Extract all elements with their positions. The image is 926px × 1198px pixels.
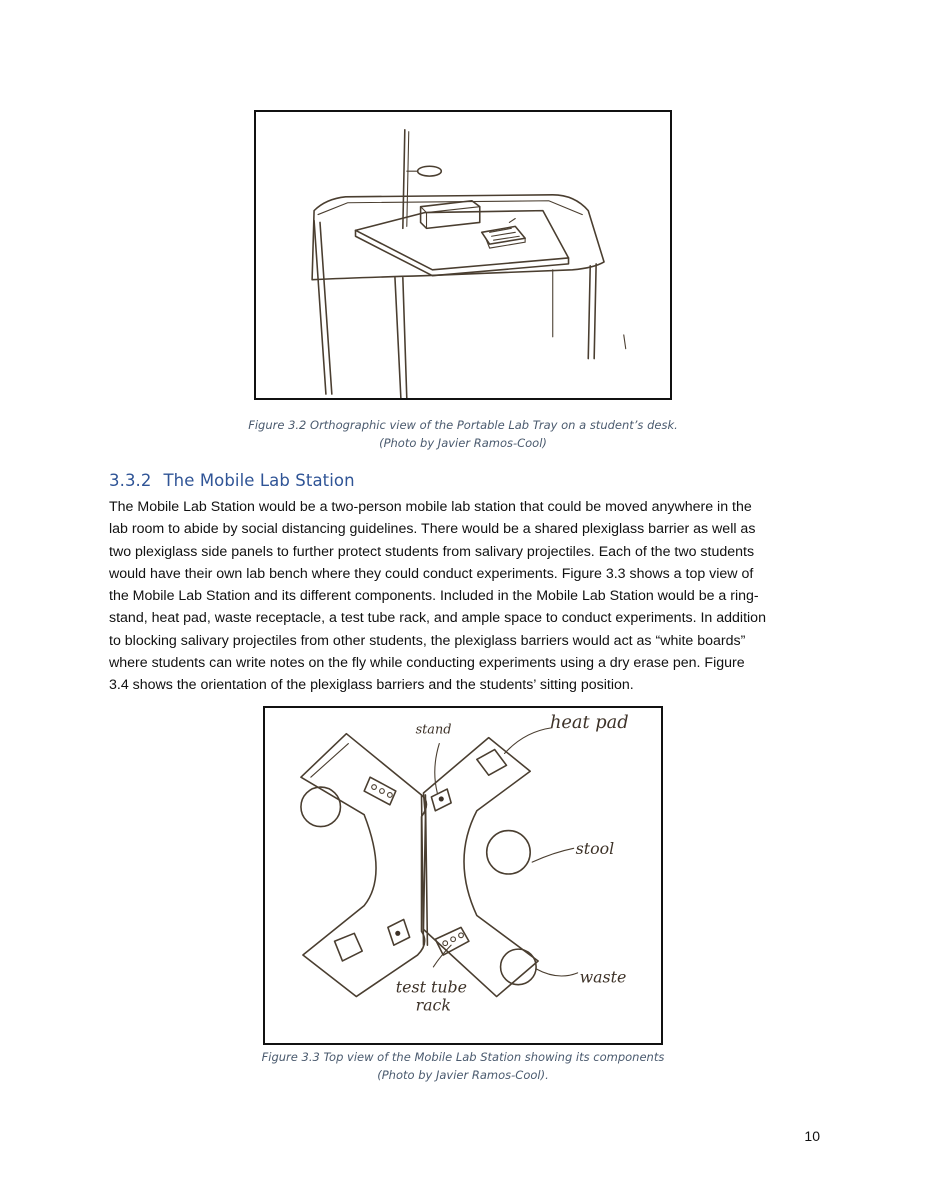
label-stand: stand [415,722,452,738]
figure-portable-lab-tray-sketch [254,110,672,400]
figure-mobile-lab-station-sketch [263,706,663,1045]
label-stool: stool [575,839,615,859]
paragraph-line: lab room to abide by social distancing guidelines. There would be a shared plexiglass barrier as well as [109,521,756,538]
figure-caption [0,1048,926,1084]
paragraph-line: the Mobile Lab Station and its different components. Included in the Mobile Lab Station would be a ring- [109,588,759,605]
paragraph-line: where students can write notes on the fly while conducting experiments using a dry erase pen. Figure [109,655,745,672]
paragraph-line: stand, heat pad, waste receptacle, a test tube rack, and ample space to conduct experiments. In addition [109,610,766,627]
figure-caption [0,416,926,452]
caption-line: Figure 3.2 Orthographic view of the Portable Lab Tray on a student’s desk. [248,418,678,432]
caption-line: Figure 3.3 Top view of the Mobile Lab Station showing its components [261,1050,665,1064]
label-waste: waste [579,967,627,987]
section-heading [109,471,355,490]
label-heat-pad: heat pad [549,711,629,733]
body-paragraph [109,496,823,697]
portable-lab-tray-drawing [256,112,670,398]
paragraph-line: two plexiglass side panels to further protect students from salivary projectiles. Each of the two students [109,543,755,560]
paragraph-line: to blocking salivary projectiles from other students, the plexiglass barriers would act as “white boards” [109,632,746,649]
mobile-lab-station-drawing [265,708,661,1043]
section-title: The Mobile Lab Station [163,471,355,490]
paragraph-line: would have their own lab bench where they could conduct experiments. Figure 3.3 shows a top view of [109,565,754,582]
page-number: 10 [804,1128,820,1144]
paragraph-line: The Mobile Lab Station would be a two-person mobile lab station that could be moved anywhere in the [109,499,752,515]
caption-credit: (Photo by Javier Ramos-Cool) [379,436,547,450]
caption-credit: (Photo by Javier Ramos-Cool). [377,1068,549,1082]
paragraph-line: 3.4 shows the orientation of the plexiglass barriers and the students’ sitting position. [109,677,634,694]
label-rack: rack [415,995,451,1015]
label-test-tube: test tube [395,977,467,997]
section-number: 3.3.2 [109,471,152,490]
